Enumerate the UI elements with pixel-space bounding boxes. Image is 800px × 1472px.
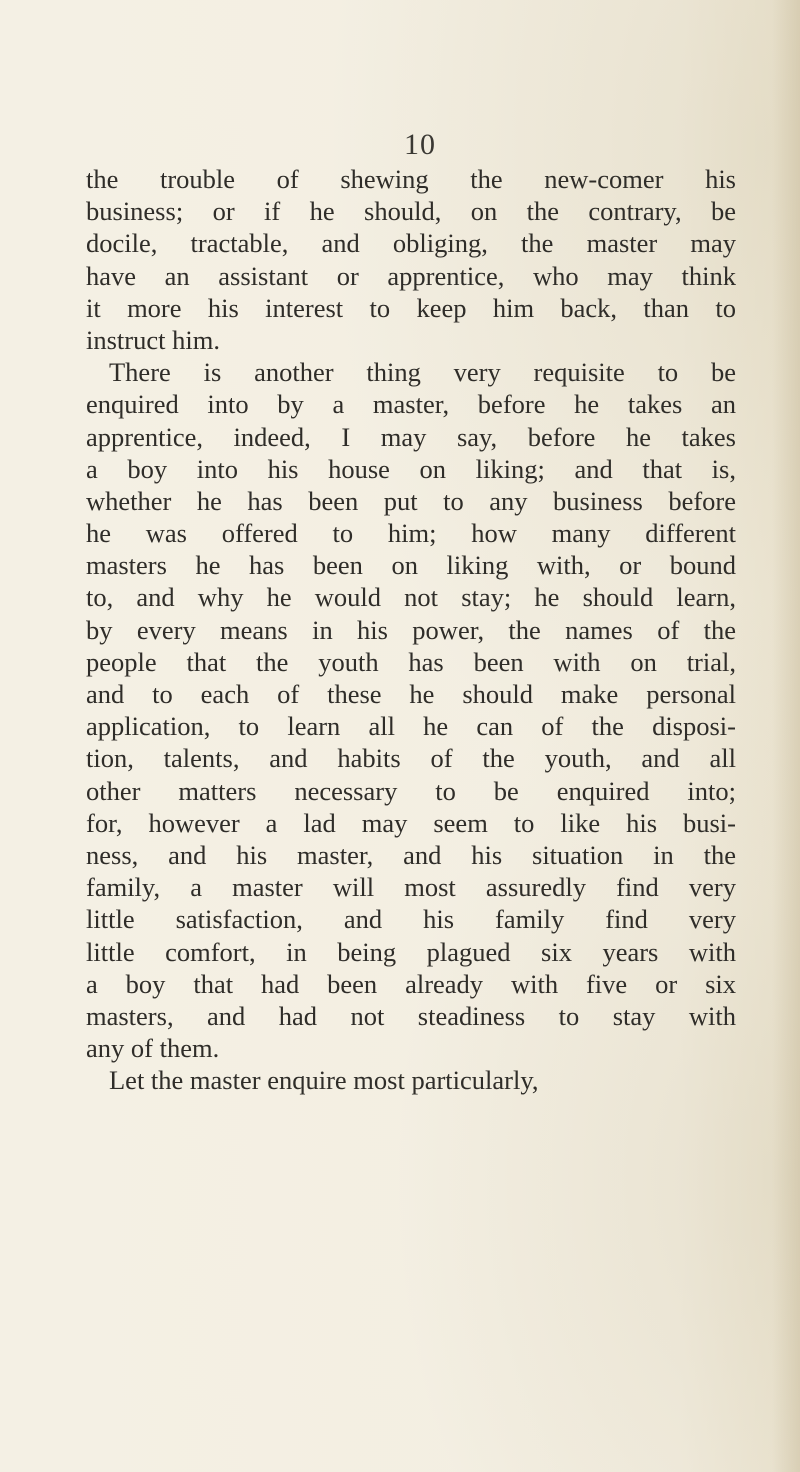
text-line: other matters necessary to be enquired into; <box>86 775 736 806</box>
text-line: tion, talents, and habits of the youth, and all <box>86 743 736 774</box>
text-line: whether he has been put to any business before <box>86 485 736 516</box>
page-edge-shadow <box>772 0 800 1472</box>
text-line: There is another thing very requisite to be <box>109 357 736 388</box>
text-line: instruct him. <box>86 324 220 355</box>
text-line: any of them. <box>86 1033 220 1064</box>
text-line: have an assistant or apprentice, who may think <box>86 260 736 291</box>
text-line: a boy into his house on liking; and that is, <box>86 453 736 484</box>
text-line: family, a master will most assuredly find very <box>86 872 736 903</box>
text-line: ness, and his master, and his situation in the <box>86 839 736 870</box>
text-line: masters he has been on liking with, or bound <box>86 550 736 581</box>
text-line: it more his interest to keep him back, than to <box>86 292 736 323</box>
text-line: a boy that had been already with five or six <box>86 968 736 999</box>
text-line: he was offered to him; how many different <box>86 518 736 549</box>
text-line: masters, and had not steadiness to stay with <box>86 1000 736 1031</box>
text-line: enquired into by a master, before he takes an <box>86 389 736 420</box>
text-line: application, to learn all he can of the disposi- <box>86 711 736 742</box>
text-line: by every means in his power, the names of the <box>86 614 736 645</box>
text-line: for, however a lad may seem to like his busi- <box>86 807 736 838</box>
text-line: little comfort, in being plagued six years with <box>86 936 736 967</box>
text-line: the trouble of shewing the new-comer his <box>86 164 736 194</box>
text-line: little satisfaction, and his family find very <box>86 904 736 935</box>
text-line: to, and why he would not stay; he should learn, <box>86 582 736 613</box>
text-line: Let the master enquire most particularly, <box>109 1065 539 1096</box>
body-text <box>86 163 736 1096</box>
text-line: business; or if he should, on the contrary, be <box>86 196 736 227</box>
text-line: and to each of these he should make personal <box>86 679 736 709</box>
text-line: apprentice, indeed, I may say, before he takes <box>86 421 736 452</box>
text-line: docile, tractable, and obliging, the master may <box>86 228 736 259</box>
page-number: 10 <box>404 128 436 161</box>
text-line: people that the youth has been with on trial, <box>86 646 736 677</box>
